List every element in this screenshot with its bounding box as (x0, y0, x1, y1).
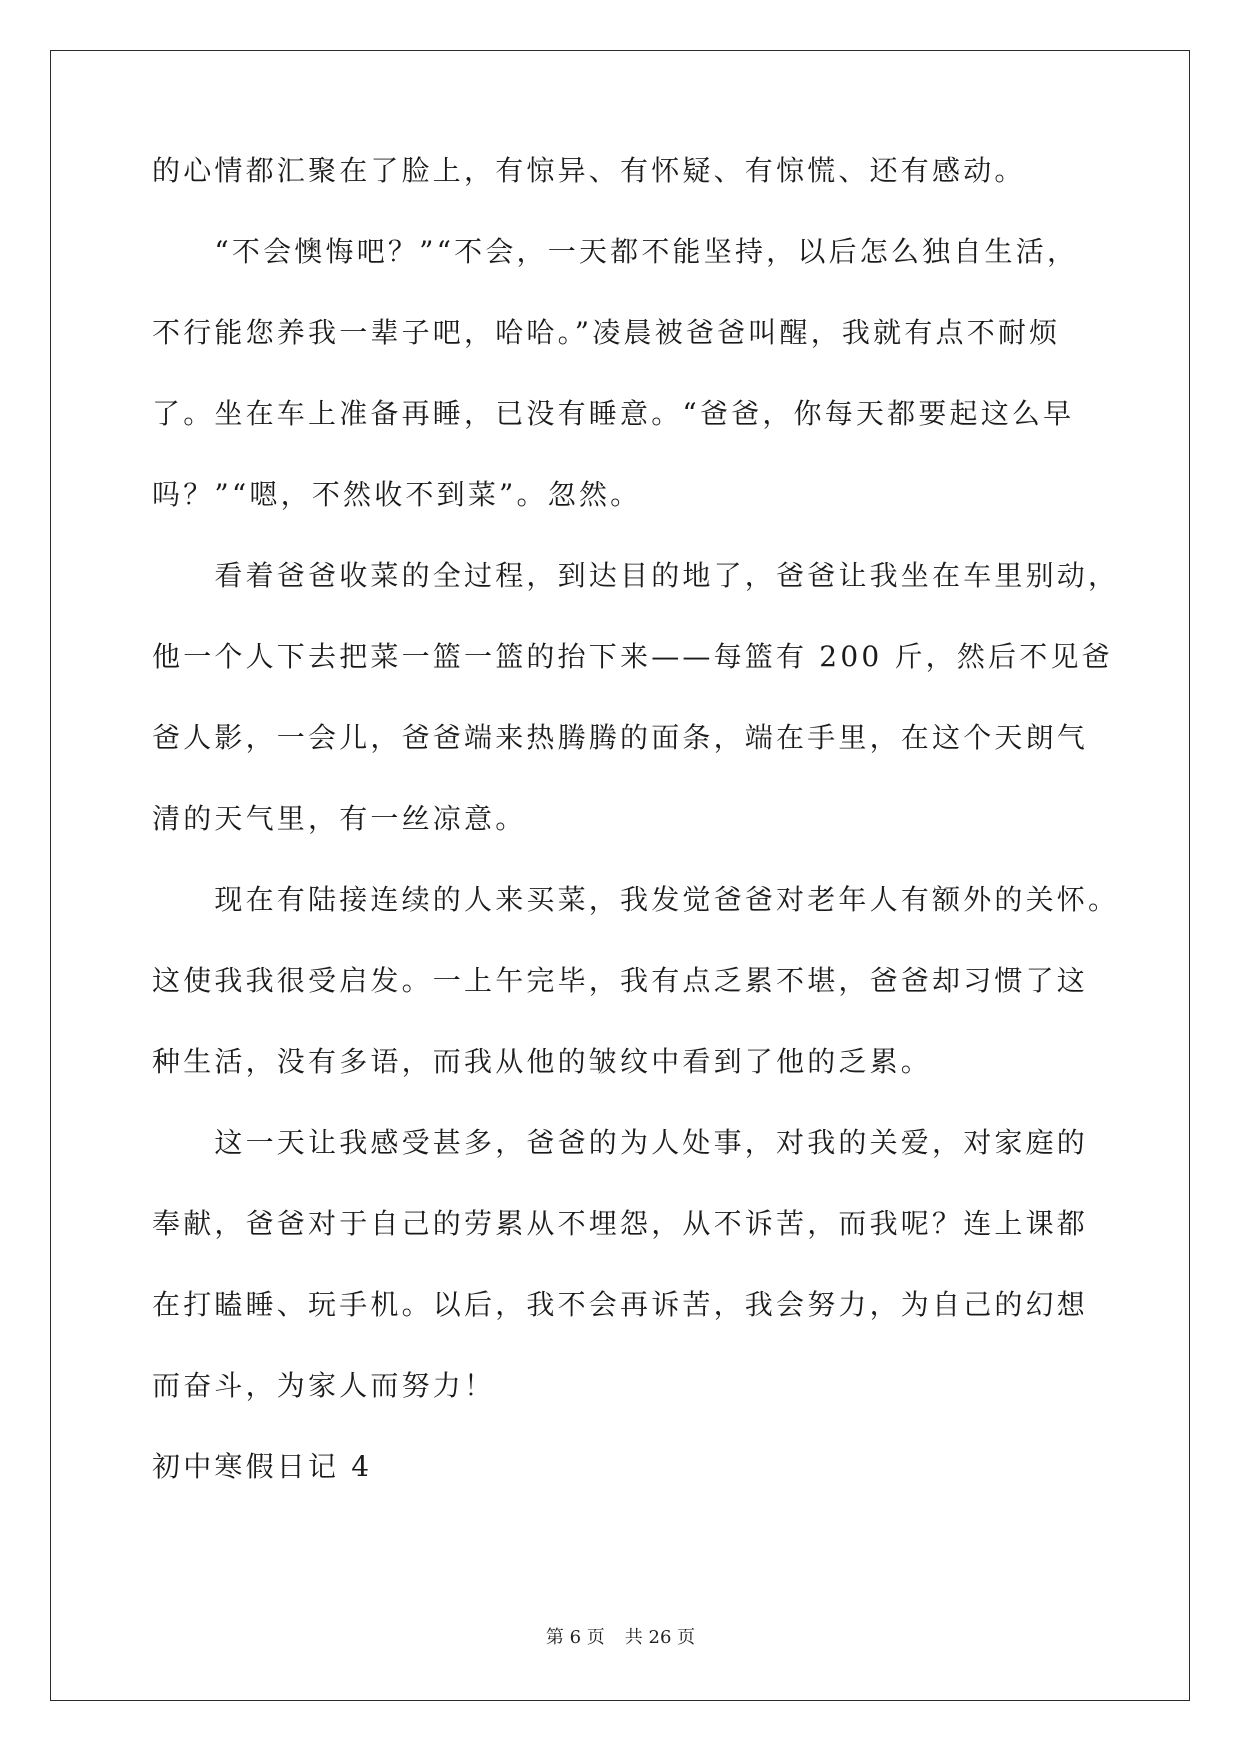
page-number: 第 6 页 (545, 1627, 605, 1648)
body-line: 的心情都汇聚在了脸上，有惊异、有怀疑、有惊慌、还有感动。 (152, 154, 1026, 187)
page-footer (0, 1626, 1241, 1650)
body-line: 而奋斗，为家人而努力！ (152, 1369, 496, 1402)
body-line: 不行能您养我一辈子吧，哈哈。”凌晨被爸爸叫醒，我就有点不耐烦 (152, 316, 1061, 349)
body-line: 清的天气里，有一丝凉意。 (152, 802, 527, 835)
body-line: 这一天让我感受甚多，爸爸的为人处事，对我的关爱，对家庭的 (152, 1126, 1089, 1159)
body-line: 奉献，爸爸对于自己的劳累从不埋怨，从不诉苦，而我呢？连上课都 (152, 1207, 1089, 1240)
body-line: “不会懊悔吧？”“不会，一天都不能坚持，以后怎么独自生活， (152, 235, 1079, 268)
body-line: 现在有陆接连续的人来买菜，我发觉爸爸对老年人有额外的关怀。 (152, 883, 1120, 916)
body-line: 这使我我很受启发。一上午完毕，我有点乏累不堪，爸爸却习惯了这 (152, 964, 1089, 997)
section-heading: 初中寒假日记 4 (152, 1450, 373, 1483)
body-line: 爸人影，一会儿，爸爸端来热腾腾的面条，端在手里，在这个天朗气 (152, 721, 1089, 754)
body-line: 他一个人下去把菜一篮一篮的抬下来——每篮有 200 斤，然后不见爸 (152, 640, 1113, 673)
page-total: 共 26 页 (624, 1627, 696, 1648)
body-line: 了。坐在车上准备再睡，已没有睡意。“爸爸，你每天都要起这么早 (152, 397, 1075, 430)
body-line: 吗？”“嗯，不然收不到菜”。忽然。 (152, 478, 642, 511)
body-line: 在打瞌睡、玩手机。以后，我不会再诉苦，我会努力，为自己的幻想 (152, 1288, 1089, 1321)
body-line: 种生活，没有多语，而我从他的皱纹中看到了他的乏累。 (152, 1045, 933, 1078)
body-line: 看着爸爸收菜的全过程，到达目的地了，爸爸让我坐在车里别动， (152, 559, 1120, 592)
